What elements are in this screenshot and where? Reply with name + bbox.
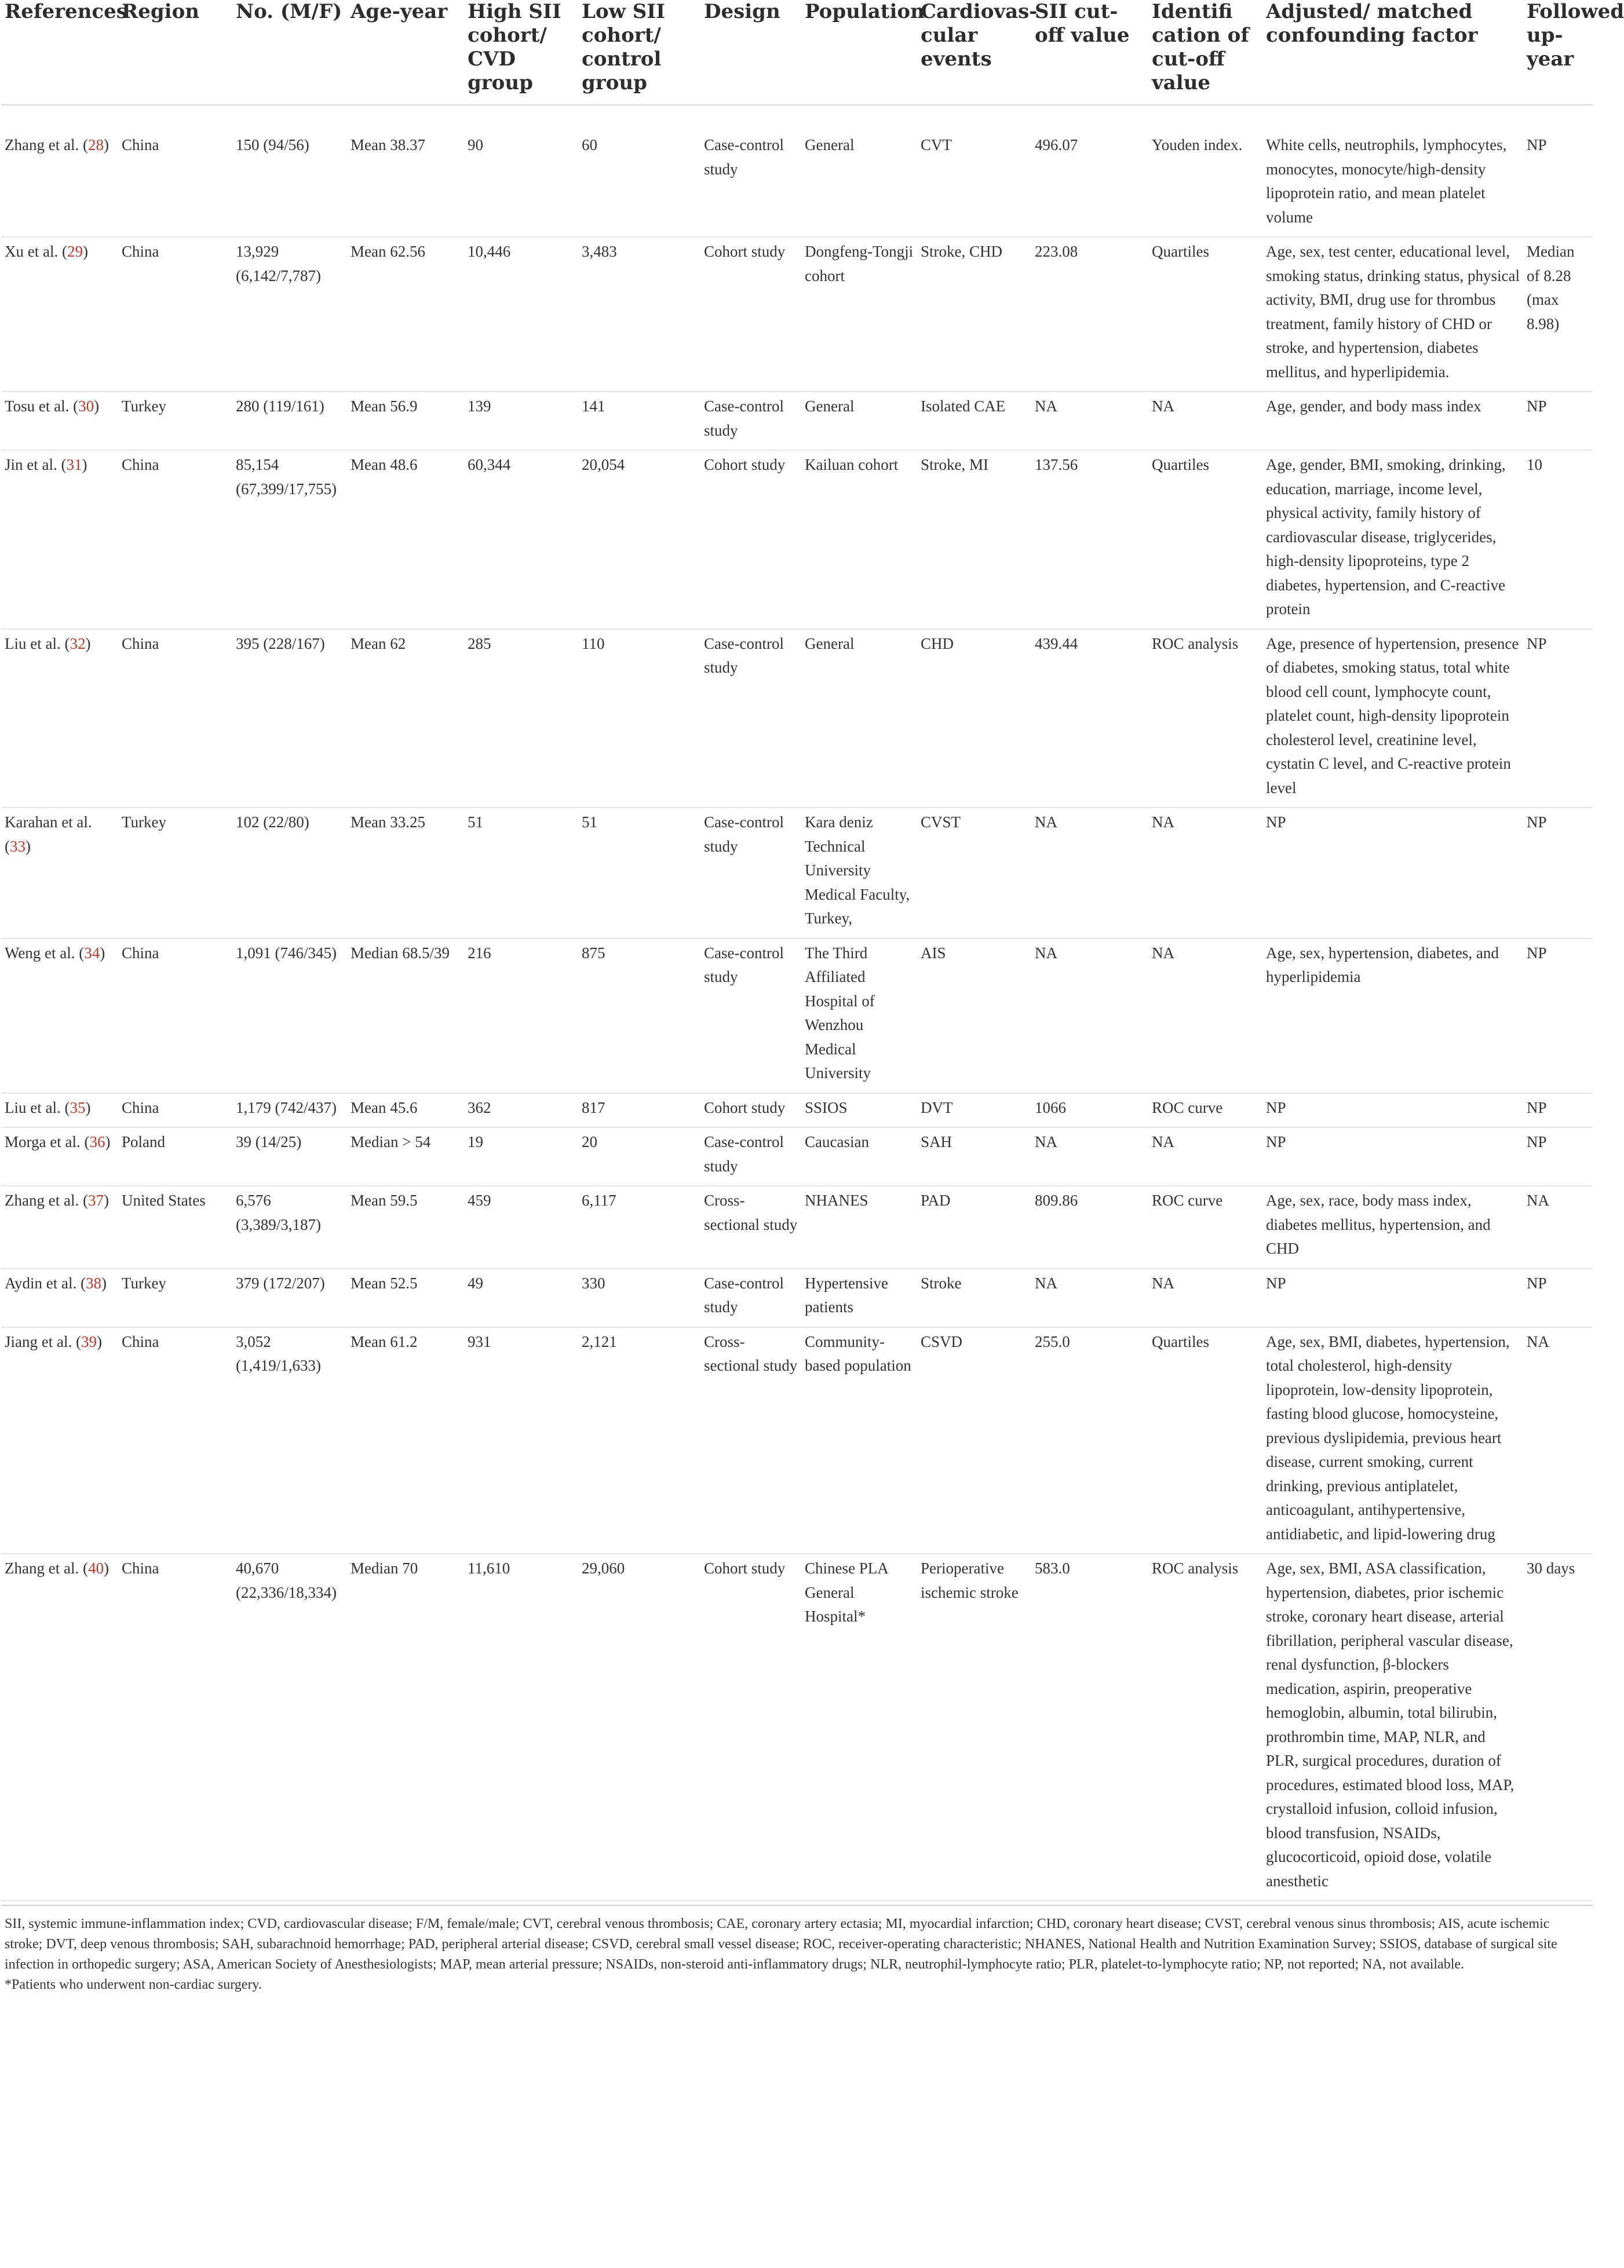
events-cell: SAH (917, 1127, 1031, 1186)
table-row (1, 1269, 1593, 1327)
high-sii-cell: 931 (464, 1327, 578, 1554)
citation-link[interactable]: 38 (86, 1274, 101, 1292)
reference-author: Zhang et al. (5, 1560, 79, 1577)
followup-cell: NP (1523, 938, 1593, 1093)
table-row (1, 450, 1593, 629)
reference-author: Tosu et al. (5, 397, 70, 415)
reference-cell: Liu et al. (32) (1, 629, 118, 808)
followup-cell: NP (1523, 1269, 1593, 1327)
design-cell: Cohort study (700, 1093, 801, 1128)
reference-author: Morga et al. (5, 1133, 81, 1151)
cutoff-cell: 583.0 (1031, 1554, 1148, 1901)
population-cell: Dongfeng-Tongji cohort (801, 237, 917, 392)
reference-cell: Zhang et al. (40) (1, 1554, 118, 1901)
followup-cell: NP (1523, 1093, 1593, 1128)
low-sii-cell: 60 (578, 105, 700, 237)
cutoff-cell: 439.44 (1031, 629, 1148, 808)
region-cell: Turkey (118, 1269, 232, 1327)
cutoff-cell: NA (1031, 1269, 1148, 1327)
identification-cell: Quartiles (1148, 450, 1262, 629)
events-cell: Isolated CAE (917, 392, 1031, 450)
cutoff-cell: NA (1031, 1127, 1148, 1186)
identification-cell: ROC curve (1148, 1186, 1262, 1269)
header-high-sii: High SII cohort/ CVD group (464, 0, 578, 105)
citation-link[interactable]: 31 (66, 456, 82, 473)
header-followup: Followed up-year (1523, 0, 1593, 105)
events-cell: PAD (917, 1186, 1031, 1269)
events-cell: CSVD (917, 1327, 1031, 1554)
low-sii-cell: 141 (578, 392, 700, 450)
population-cell: Hypertensive patients (801, 1269, 917, 1327)
cutoff-cell: 496.07 (1031, 105, 1148, 237)
region-cell: United States (118, 1186, 232, 1269)
citation-link[interactable]: 30 (78, 397, 94, 415)
cutoff-cell: 255.0 (1031, 1327, 1148, 1554)
events-cell: Stroke (917, 1269, 1031, 1327)
adjusted-cell: Age, sex, hypertension, diabetes, and hyperlipidemia (1262, 938, 1523, 1093)
age-cell: Mean 52.5 (347, 1269, 464, 1327)
identification-cell: NA (1148, 392, 1262, 450)
adjusted-cell: Age, sex, BMI, diabetes, hypertension, total cholesterol, high-density lipoprotein, low-density lipoprotein, fasting blood glucose, homocysteine, previous dyslipidemia, previous heart disease, current smoking, current drinking, previous antiplatelet, anticoagulant, antihypertensive, antidiabetic, and lipid-lowering drug (1262, 1327, 1523, 1554)
citation-link[interactable]: 35 (70, 1098, 86, 1116)
reference-cell: Karahan et al. (33) (1, 808, 118, 938)
followup-cell: NP (1523, 808, 1593, 938)
low-sii-cell: 875 (578, 938, 700, 1093)
followup-cell: Median of 8.28 (max 8.98) (1523, 237, 1593, 392)
region-cell: China (118, 450, 232, 629)
sample-size-cell: 379 (172/207) (232, 1269, 347, 1327)
adjusted-cell: Age, presence of hypertension, presence of diabetes, smoking status, total white blood cell count, lymphocyte count, platelet count, high-density lipoprotein cholesterol level, creatinine level, cystatin C level, and C-reactive protein level (1262, 629, 1523, 808)
design-cell: Cohort study (700, 237, 801, 392)
high-sii-cell: 11,610 (464, 1554, 578, 1901)
design-cell: Case-control study (700, 629, 801, 808)
identification-cell: Quartiles (1148, 237, 1262, 392)
abbreviations-note: SII, systemic immune-inflammation index; CVD, cardiovascular disease; F/M, female/male; CVT, cerebral venous thrombosis; CAE, coronary artery ectasia; MI, myocardial infarction; CHD, coronary heart disease; CVST, cerebral venous sinus thrombosis; AIS, acute ischemic stroke; DVT, deep venous thrombosis; SAH, subarachnoid hemorrhage; PAD, peripheral arterial disease; CSVD, cerebral small vessel disease; ROC, receiver-operating characteristic; NHANES, National Health and Nutrition Examination Survey; SSIOS, database of surgical site infection in orthopedic surgery; ASA, American Society of Anesthesiologists; MAP, mean arterial pressure; NSAIDs, non-steroid anti-inflammatory drugs; NLR, neutrophil-lymphocyte ratio; PLR, platelet-to-lymphocyte ratio; NP, not reported; NA, not available. (5, 1916, 1557, 1972)
sample-size-cell: 39 (14/25) (232, 1127, 347, 1186)
cutoff-cell: NA (1031, 392, 1148, 450)
identification-cell: NA (1148, 938, 1262, 1093)
header-row (1, 0, 1593, 105)
design-cell: Cross-sectional study (700, 1186, 801, 1269)
design-cell: Cohort study (700, 1554, 801, 1901)
population-cell: The Third Affiliated Hospital of Wenzhou Medical University (801, 938, 917, 1093)
design-cell: Case-control study (700, 938, 801, 1093)
region-cell: China (118, 105, 232, 237)
citation-link[interactable]: 40 (87, 1560, 104, 1577)
reference-cell: Morga et al. (36) (1, 1127, 118, 1186)
age-cell: Mean 38.37 (347, 105, 464, 237)
reference-author: Liu et al. (5, 634, 61, 652)
reference-author: Aydin et al. (5, 1274, 77, 1292)
low-sii-cell: 330 (578, 1269, 700, 1327)
region-cell: Poland (118, 1127, 232, 1186)
identification-cell: ROC curve (1148, 1093, 1262, 1128)
studies-table (1, 0, 1624, 1901)
table-row (1, 1554, 1593, 1901)
citation-link[interactable]: 33 (10, 837, 25, 855)
population-cell: General (801, 392, 917, 450)
table-row (1, 1093, 1593, 1128)
population-cell: SSIOS (801, 1093, 917, 1128)
citation-link[interactable]: 29 (67, 243, 83, 260)
high-sii-cell: 285 (464, 629, 578, 808)
design-cell: Case-control study (700, 1269, 801, 1327)
sample-size-cell: 13,929 (6,142/7,787) (232, 237, 347, 392)
age-cell: Mean 33.25 (347, 808, 464, 938)
header-cutoff: SII cut-off value (1031, 0, 1148, 105)
adjusted-cell: NP (1262, 1269, 1523, 1327)
cutoff-cell: NA (1031, 938, 1148, 1093)
reference-author: Karahan et al. (5, 813, 92, 831)
high-sii-cell: 51 (464, 808, 578, 938)
high-sii-cell: 459 (464, 1186, 578, 1269)
adjusted-cell: NP (1262, 808, 1523, 938)
design-cell: Cohort study (700, 450, 801, 629)
reference-cell: Zhang et al. (28) (1, 105, 118, 237)
sample-size-cell: 280 (119/161) (232, 392, 347, 450)
sample-size-cell: 85,154 (67,399/17,755) (232, 450, 347, 629)
followup-cell: 30 days (1523, 1554, 1593, 1901)
header-region: Region (118, 0, 232, 105)
sample-size-cell: 150 (94/56) (232, 105, 347, 237)
region-cell: China (118, 237, 232, 392)
age-cell: Median 70 (347, 1554, 464, 1901)
region-cell: China (118, 938, 232, 1093)
table-row (1, 392, 1593, 450)
reference-cell: Aydin et al. (38) (1, 1269, 118, 1327)
header-adjusted: Adjusted/ matched confounding factor (1262, 0, 1523, 105)
citation-link[interactable]: 28 (87, 136, 104, 154)
adjusted-cell: White cells, neutrophils, lymphocytes, monocytes, monocyte/high-density lipoprotein ratio, and mean platelet volume (1262, 105, 1523, 237)
reference-author: Jin et al. (5, 456, 57, 473)
high-sii-cell: 19 (464, 1127, 578, 1186)
reference-cell: Liu et al. (35) (1, 1093, 118, 1128)
events-cell: Perioperative ischemic stroke (917, 1554, 1031, 1901)
region-cell: China (118, 629, 232, 808)
population-cell: Community-based population (801, 1327, 917, 1554)
low-sii-cell: 20,054 (578, 450, 700, 629)
table-row (1, 237, 1593, 392)
age-cell: Mean 61.2 (347, 1327, 464, 1554)
age-cell: Mean 48.6 (347, 450, 464, 629)
high-sii-cell: 216 (464, 938, 578, 1093)
cutoff-cell: 223.08 (1031, 237, 1148, 392)
reference-author: Xu et al. (5, 243, 59, 260)
sample-size-cell: 395 (228/167) (232, 629, 347, 808)
header-sample-size: No. (M/F) (232, 0, 347, 105)
age-cell: Mean 56.9 (347, 392, 464, 450)
low-sii-cell: 29,060 (578, 1554, 700, 1901)
high-sii-cell: 49 (464, 1269, 578, 1327)
adjusted-cell: Age, gender, BMI, smoking, drinking, education, marriage, income level, physical activity, family history of cardiovascular disease, triglycerides, high-density lipoproteins, type 2 diabetes, hypertension, and C-reactive protein (1262, 450, 1523, 629)
high-sii-cell: 60,344 (464, 450, 578, 629)
low-sii-cell: 3,483 (578, 237, 700, 392)
region-cell: China (118, 1093, 232, 1128)
high-sii-cell: 90 (464, 105, 578, 237)
citation-link[interactable]: 36 (89, 1133, 105, 1151)
reference-cell: Jiang et al. (39) (1, 1327, 118, 1554)
cutoff-cell: 809.86 (1031, 1186, 1148, 1269)
design-cell: Case-control study (700, 105, 801, 237)
low-sii-cell: 20 (578, 1127, 700, 1186)
events-cell: CHD (917, 629, 1031, 808)
header-references: References (1, 0, 118, 105)
low-sii-cell: 817 (578, 1093, 700, 1128)
adjusted-cell: Age, gender, and body mass index (1262, 392, 1523, 450)
table-footnote (1, 1905, 1593, 1995)
events-cell: AIS (917, 938, 1031, 1093)
identification-cell: Youden index. (1148, 105, 1262, 237)
adjusted-cell: Age, sex, test center, educational level, smoking status, drinking status, physical activity, BMI, drug use for thrombus treatment, family history of CHD or stroke, and hypertension, diabetes mellitus, and hyperlipidemia. (1262, 237, 1523, 392)
header-design: Design (700, 0, 801, 105)
followup-cell: NA (1523, 1186, 1593, 1269)
adjusted-cell: Age, sex, BMI, ASA classification, hypertension, diabetes, prior ischemic stroke, coronary heart disease, arterial fibrillation, peripheral vascular disease, renal dysfunction, β-blockers medication, aspirin, preoperative hemoglobin, albumin, total bilirubin, prothrombin time, MAP, NLR, and PLR, surgical procedures, duration of procedures, estimated blood loss, MAP, crystalloid infusion, colloid infusion, blood transfusion, NSAIDs, glucocorticoid, opioid dose, volatile anesthetic (1262, 1554, 1523, 1901)
table-row (1, 808, 1593, 938)
header-low-sii: Low SII cohort/ control group (578, 0, 700, 105)
population-cell: Caucasian (801, 1127, 917, 1186)
sample-size-cell: 1,179 (742/437) (232, 1093, 347, 1128)
identification-cell: ROC analysis (1148, 1554, 1262, 1901)
citation-link[interactable]: 39 (81, 1332, 97, 1350)
header-identification: Identifi cation of cut-off value (1148, 0, 1262, 105)
population-cell: Kailuan cohort (801, 450, 917, 629)
age-cell: Mean 62.56 (347, 237, 464, 392)
events-cell: CVT (917, 105, 1031, 237)
sample-size-cell: 40,670 (22,336/18,334) (232, 1554, 347, 1901)
followup-cell: NP (1523, 105, 1593, 237)
cutoff-cell: 137.56 (1031, 450, 1148, 629)
reference-author: Liu et al. (5, 1098, 61, 1116)
design-cell: Case-control study (700, 808, 801, 938)
sample-size-cell: 1,091 (746/345) (232, 938, 347, 1093)
high-sii-cell: 10,446 (464, 237, 578, 392)
adjusted-cell: Age, sex, race, body mass index, diabetes mellitus, hypertension, and CHD (1262, 1186, 1523, 1269)
table-body (1, 105, 1593, 1901)
age-cell: Mean 45.6 (347, 1093, 464, 1128)
design-cell: Cross-sectional study (700, 1327, 801, 1554)
table-row (1, 1127, 1593, 1186)
table-row (1, 629, 1593, 808)
events-cell: Stroke, MI (917, 450, 1031, 629)
region-cell: China (118, 1554, 232, 1901)
table-row (1, 938, 1593, 1093)
population-cell: NHANES (801, 1186, 917, 1269)
high-sii-cell: 362 (464, 1093, 578, 1128)
design-cell: Case-control study (700, 1127, 801, 1186)
cutoff-cell: 1066 (1031, 1093, 1148, 1128)
population-cell: Chinese PLA General Hospital* (801, 1554, 917, 1901)
reference-author: Weng et al. (5, 944, 75, 962)
identification-cell: Quartiles (1148, 1327, 1262, 1554)
reference-author: Zhang et al. (5, 1192, 79, 1209)
header-events: Cardiovas-cular events (917, 0, 1031, 105)
age-cell: Mean 62 (347, 629, 464, 808)
followup-cell: NP (1523, 392, 1593, 450)
followup-cell: NP (1523, 629, 1593, 808)
events-cell: CVST (917, 808, 1031, 938)
sample-size-cell: 3,052 (1,419/1,633) (232, 1327, 347, 1554)
low-sii-cell: 110 (578, 629, 700, 808)
identification-cell: NA (1148, 808, 1262, 938)
cutoff-cell: NA (1031, 808, 1148, 938)
events-cell: DVT (917, 1093, 1031, 1128)
citation-link[interactable]: 32 (70, 634, 86, 652)
table-row (1, 1186, 1593, 1269)
reference-cell: Tosu et al. (30) (1, 392, 118, 450)
table-row (1, 105, 1593, 237)
reference-cell: Jin et al. (31) (1, 450, 118, 629)
reference-author: Jiang et al. (5, 1332, 72, 1350)
high-sii-cell: 139 (464, 392, 578, 450)
design-cell: Case-control study (700, 392, 801, 450)
identification-cell: NA (1148, 1269, 1262, 1327)
population-cell: General (801, 105, 917, 237)
reference-cell: Zhang et al. (37) (1, 1186, 118, 1269)
low-sii-cell: 6,117 (578, 1186, 700, 1269)
header-population: Population (801, 0, 917, 105)
followup-cell: NA (1523, 1327, 1593, 1554)
identification-cell: NA (1148, 1127, 1262, 1186)
identification-cell: ROC analysis (1148, 629, 1262, 808)
sample-size-cell: 6,576 (3,389/3,187) (232, 1186, 347, 1269)
age-cell: Mean 59.5 (347, 1186, 464, 1269)
reference-cell: Weng et al. (34) (1, 938, 118, 1093)
events-cell: Stroke, CHD (917, 237, 1031, 392)
region-cell: Turkey (118, 808, 232, 938)
followup-cell: NP (1523, 1127, 1593, 1186)
population-cell: General (801, 629, 917, 808)
region-cell: Turkey (118, 392, 232, 450)
population-cell: Kara deniz Technical University Medical Faculty, Turkey, (801, 808, 917, 938)
citation-link[interactable]: 37 (87, 1192, 104, 1209)
low-sii-cell: 2,121 (578, 1327, 700, 1554)
adjusted-cell: NP (1262, 1093, 1523, 1128)
reference-author: Zhang et al. (5, 136, 79, 154)
asterisk-note: *Patients who underwent non-cardiac surgery. (5, 1977, 262, 1992)
sample-size-cell: 102 (22/80) (232, 808, 347, 938)
header-age: Age-year (347, 0, 464, 105)
reference-cell: Xu et al. (29) (1, 237, 118, 392)
table-row (1, 1327, 1593, 1554)
low-sii-cell: 51 (578, 808, 700, 938)
followup-cell: 10 (1523, 450, 1593, 629)
adjusted-cell: NP (1262, 1127, 1523, 1186)
citation-link[interactable]: 34 (84, 944, 100, 962)
age-cell: Median 68.5/39 (347, 938, 464, 1093)
region-cell: China (118, 1327, 232, 1554)
age-cell: Median > 54 (347, 1127, 464, 1186)
